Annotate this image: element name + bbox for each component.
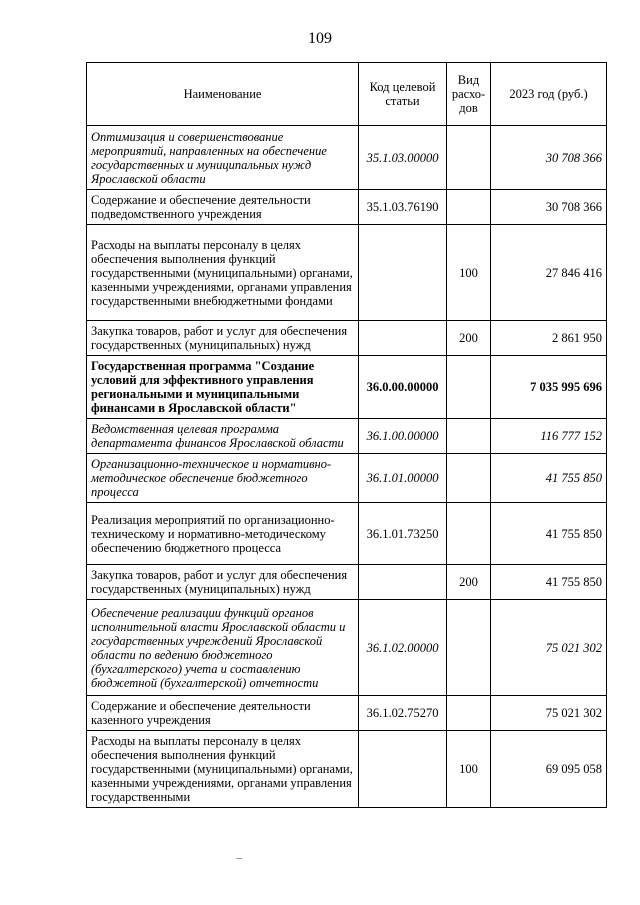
header-code: Код целевой статьи [359,63,447,126]
row-amount-cell: 7 035 995 696 [491,356,607,419]
table-row [87,190,607,225]
row-code-cell: 36.1.01.73250 [359,503,447,565]
table-row [87,225,607,321]
table-row [87,356,607,419]
row-name-cell: Государственная программа "Создание условий для эффективного управления региональными и муниципальными финансами в Ярославской области" [87,356,359,419]
row-amount-cell: 41 755 850 [491,454,607,503]
row-type-cell: 100 [447,731,491,808]
row-name-cell: Оптимизация и совершенствование мероприятий, направленных на обеспечение государственных и муниципальных нужд Ярославской области [87,126,359,190]
row-code-cell [359,321,447,356]
row-code-cell: 36.1.00.00000 [359,419,447,454]
row-type-cell [447,419,491,454]
row-amount-cell: 30 708 366 [491,126,607,190]
row-name-cell: Закупка товаров, работ и услуг для обеспечения государственных (муниципальных) нужд [87,565,359,600]
row-name-cell: Закупка товаров, работ и услуг для обеспечения государственных (муниципальных) нужд [87,321,359,356]
table-row [87,731,607,808]
table-row [87,600,607,696]
page-number: 109 [308,30,332,47]
row-name-cell: Расходы на выплаты персоналу в целях обеспечения выполнения функций государственными (муниципальными) органами, казенными учреждениями, органами управления государственными внебюджетными фондами [87,225,359,321]
row-type-cell [447,600,491,696]
row-type-cell: 100 [447,225,491,321]
header-name: Наименование [87,63,359,126]
row-type-cell [447,454,491,503]
row-type-cell [447,356,491,419]
row-name-cell: Обеспечение реализации функций органов исполнительной власти Ярославской области и государственных учреждений Ярославской области по ведению бюджетного (бухгалтерского) учета и составлению бюджетной (бухгалтерской) отчетности [87,600,359,696]
row-name-cell: Содержание и обеспечение деятельности казенного учреждения [87,696,359,731]
table-header-row [87,63,607,126]
row-type-cell [447,696,491,731]
row-name-cell: Содержание и обеспечение деятельности подведомственного учреждения [87,190,359,225]
budget-table [86,62,607,808]
row-type-cell: 200 [447,321,491,356]
row-amount-cell: 75 021 302 [491,696,607,731]
table-row [87,503,607,565]
row-amount-cell: 41 755 850 [491,565,607,600]
row-amount-cell: 116 777 152 [491,419,607,454]
row-code-cell: 36.0.00.00000 [359,356,447,419]
row-amount-cell: 2 861 950 [491,321,607,356]
row-amount-cell: 30 708 366 [491,190,607,225]
row-name-cell: Расходы на выплаты персоналу в целях обеспечения выполнения функций государственными (муниципальными) органами, казенными учреждениями, органами управления государственными [87,731,359,808]
row-code-cell [359,225,447,321]
row-amount-cell: 41 755 850 [491,503,607,565]
table-row [87,696,607,731]
row-type-cell [447,190,491,225]
table-row [87,565,607,600]
row-code-cell: 35.1.03.76190 [359,190,447,225]
row-name-cell: Реализация мероприятий по организационно-техническому и нормативно-методическому обеспечению бюджетного процесса [87,503,359,565]
row-name-cell: Ведомственная целевая программа департамента финансов Ярославской области [87,419,359,454]
row-code-cell: 35.1.03.00000 [359,126,447,190]
row-type-cell: 200 [447,565,491,600]
row-code-cell [359,731,447,808]
table-row [87,321,607,356]
row-amount-cell: 27 846 416 [491,225,607,321]
row-amount-cell: 69 095 058 [491,731,607,808]
table-row [87,419,607,454]
row-code-cell: 36.1.02.75270 [359,696,447,731]
row-amount-cell: 75 021 302 [491,600,607,696]
header-type: Вид расхо-дов [447,63,491,126]
row-code-cell [359,565,447,600]
row-type-cell [447,126,491,190]
row-name-cell: Организационно-техническое и нормативно-методическое обеспечение бюджетного процесса [87,454,359,503]
row-code-cell: 36.1.01.00000 [359,454,447,503]
row-type-cell [447,503,491,565]
row-code-cell: 36.1.02.00000 [359,600,447,696]
footer-mark [236,858,242,859]
table-row [87,126,607,190]
header-amount: 2023 год (руб.) [491,63,607,126]
table-row [87,454,607,503]
